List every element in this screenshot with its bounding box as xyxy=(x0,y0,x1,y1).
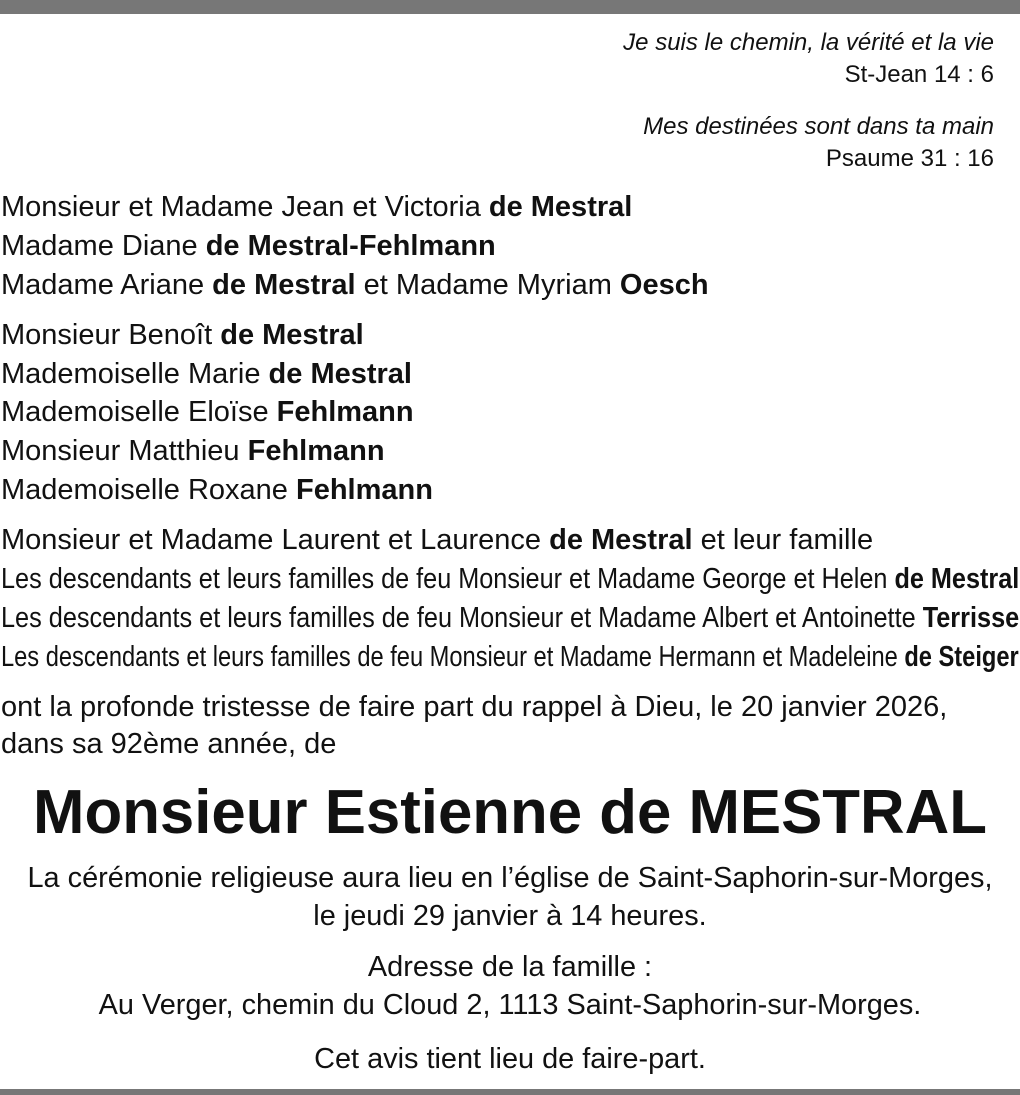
family-line: Madame Diane de Mestral-Fehlmann xyxy=(1,230,496,262)
announcement-line: dans sa 92ème année, de xyxy=(1,728,337,760)
verse-quote: Mes destinées sont dans ta main xyxy=(643,113,994,140)
verse-reference: Psaume 31 : 16 xyxy=(825,145,994,172)
family-line: Mademoiselle Roxane Fehlmann xyxy=(1,474,433,506)
address-label: Adresse de la famille : xyxy=(367,951,653,983)
verse-1 xyxy=(623,27,994,91)
descendants-line: Les descendants et leurs familles de feu Monsieur et Madame Hermann et Madeleine de Steiger xyxy=(1,641,1019,673)
verse-quote: Je suis le chemin, la vérité et la vie xyxy=(623,29,994,56)
family-line: Mademoiselle Marie de Mestral xyxy=(1,358,412,390)
bottom-rule xyxy=(0,1089,1020,1095)
family-line: Monsieur Benoît de Mestral xyxy=(1,319,364,351)
family-line: Madame Ariane de Mestral et Madame Myriam Oesch xyxy=(1,269,709,301)
verse-reference: St-Jean 14 : 6 xyxy=(844,61,994,88)
announcement-line: ont la profonde tristesse de faire part du rappel à Dieu, le 20 janvier 2026, xyxy=(1,691,948,723)
ceremony-line: La cérémonie religieuse aura lieu en l’église de Saint-Saphorin-sur-Morges, xyxy=(27,862,993,894)
family-line: Monsieur et Madame Jean et Victoria de Mestral xyxy=(1,191,633,223)
top-rule xyxy=(0,0,1020,14)
ceremony-line: le jeudi 29 janvier à 14 heures. xyxy=(313,900,707,932)
family-line: Mademoiselle Eloïse Fehlmann xyxy=(1,396,414,428)
address-line: Au Verger, chemin du Cloud 2, 1113 Saint-Saphorin-sur-Morges. xyxy=(98,989,922,1021)
deceased-name: Monsieur Estienne de MESTRAL xyxy=(33,778,987,847)
closing-note: Cet avis tient lieu de faire-part. xyxy=(314,1043,706,1075)
verse-2 xyxy=(643,111,994,175)
descendants-line: Les descendants et leurs familles de feu Monsieur et Madame George et Helen de Mestral xyxy=(1,563,1020,595)
family-line: Monsieur et Madame Laurent et Laurence de Mestral et leur famille xyxy=(1,524,874,556)
family-line: Monsieur Matthieu Fehlmann xyxy=(1,435,385,467)
descendants-line: Les descendants et leurs familles de feu Monsieur et Madame Albert et Antoinette Terrisse xyxy=(1,602,1020,634)
